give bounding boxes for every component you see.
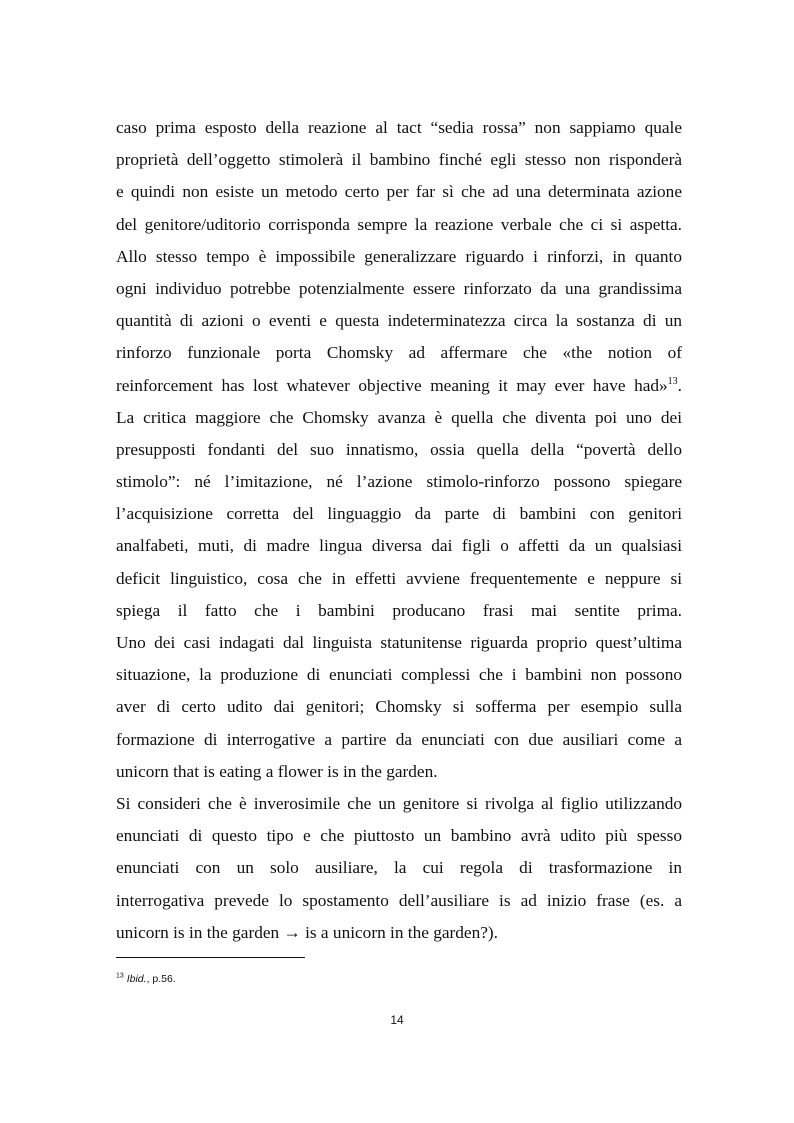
body-line: enunciati con un solo ausiliare, la cui regola di trasformazione in	[116, 858, 682, 878]
body-line: l’acquisizione corretta del linguaggio da parte di bambini con genitori	[116, 504, 682, 524]
footnote-page: , p.56.	[146, 973, 176, 985]
footnote-reference-suffix: .	[677, 375, 682, 395]
footnote-reference[interactable]: 13	[667, 375, 678, 387]
body-line: Uno dei casi indagati dal linguista statunitense riguarda proprio quest’ultima	[116, 633, 682, 652]
body-line: e quindi non esiste un metodo certo per far sì che ad una determinata azione	[116, 182, 682, 202]
page-number: 14	[390, 1013, 404, 1027]
body-line: stimolo”: né l’imitazione, né l’azione stimolo-rinforzo possono spiegare	[116, 472, 682, 492]
body-line: del genitore/uditorio corrisponda sempre la reazione verbale che ci si aspetta.	[116, 214, 682, 234]
body-line: enunciati di questo tipo e che piuttosto un bambino avrà udito più spesso	[116, 826, 682, 846]
body-line: presupposti fondanti del suo innatismo, ossia quella della “povertà dello	[116, 439, 682, 459]
body-line: aver di certo udito dai genitori; Chomsky si sofferma per esempio sulla	[116, 697, 682, 717]
body-line: proprietà dell’oggetto stimolerà il bambino finché egli stesso non risponderà	[116, 150, 682, 170]
body-line: formazione di interrogative a partire da enunciati con due ausiliari come a	[116, 729, 682, 749]
body-line: situazione, la produzione di enunciati complessi che i bambini non possono	[116, 665, 682, 685]
body-line: rinforzo funzionale porta Chomsky ad affermare che «the notion of	[116, 343, 682, 363]
body-line: Allo stesso tempo è impossibile generalizzare riguardo i rinforzi, in quanto	[116, 246, 682, 266]
footnote-separator	[116, 957, 305, 958]
body-line: Si consideri che è inverosimile che un genitore si rivolga al figlio utilizzando	[116, 793, 682, 813]
body-line: caso prima esposto della reazione al tact “sedia rossa” non sappiamo quale	[116, 118, 682, 137]
body-line: unicorn that is eating a flower is in the garden.	[116, 761, 438, 781]
body-line: spiega il fatto che i bambini producano frasi mai sentite prima.	[116, 600, 682, 620]
body-line: analfabeti, muti, di madre lingua diversa dai figli o affetti da un qualsiasi	[116, 536, 682, 556]
body-line: deficit linguistico, cosa che in effetti avviene frequentemente e neppure si	[116, 568, 682, 588]
body-line-text: reinforcement has lost whatever objective meaning it may ever have had»	[116, 375, 668, 395]
body-line-with-footnote	[116, 370, 682, 402]
body-line: La critica maggiore che Chomsky avanza è quella che diventa poi uno dei	[116, 407, 682, 427]
body-text	[116, 112, 682, 949]
footnote	[116, 972, 176, 986]
footnote-source: Ibid.	[126, 973, 147, 985]
body-line: quantità di azioni o eventi e questa indeterminatezza circa la sostanza di un	[116, 311, 682, 331]
footnote-mark: 13	[116, 972, 124, 980]
body-line: unicorn is in the garden → is a unicorn in the garden?).	[116, 922, 498, 942]
body-line: interrogativa prevede lo spostamento dell’ausiliare is ad inizio frase (es. a	[116, 890, 682, 910]
body-line: ogni individuo potrebbe potenzialmente essere rinforzato da una grandissima	[116, 278, 682, 298]
